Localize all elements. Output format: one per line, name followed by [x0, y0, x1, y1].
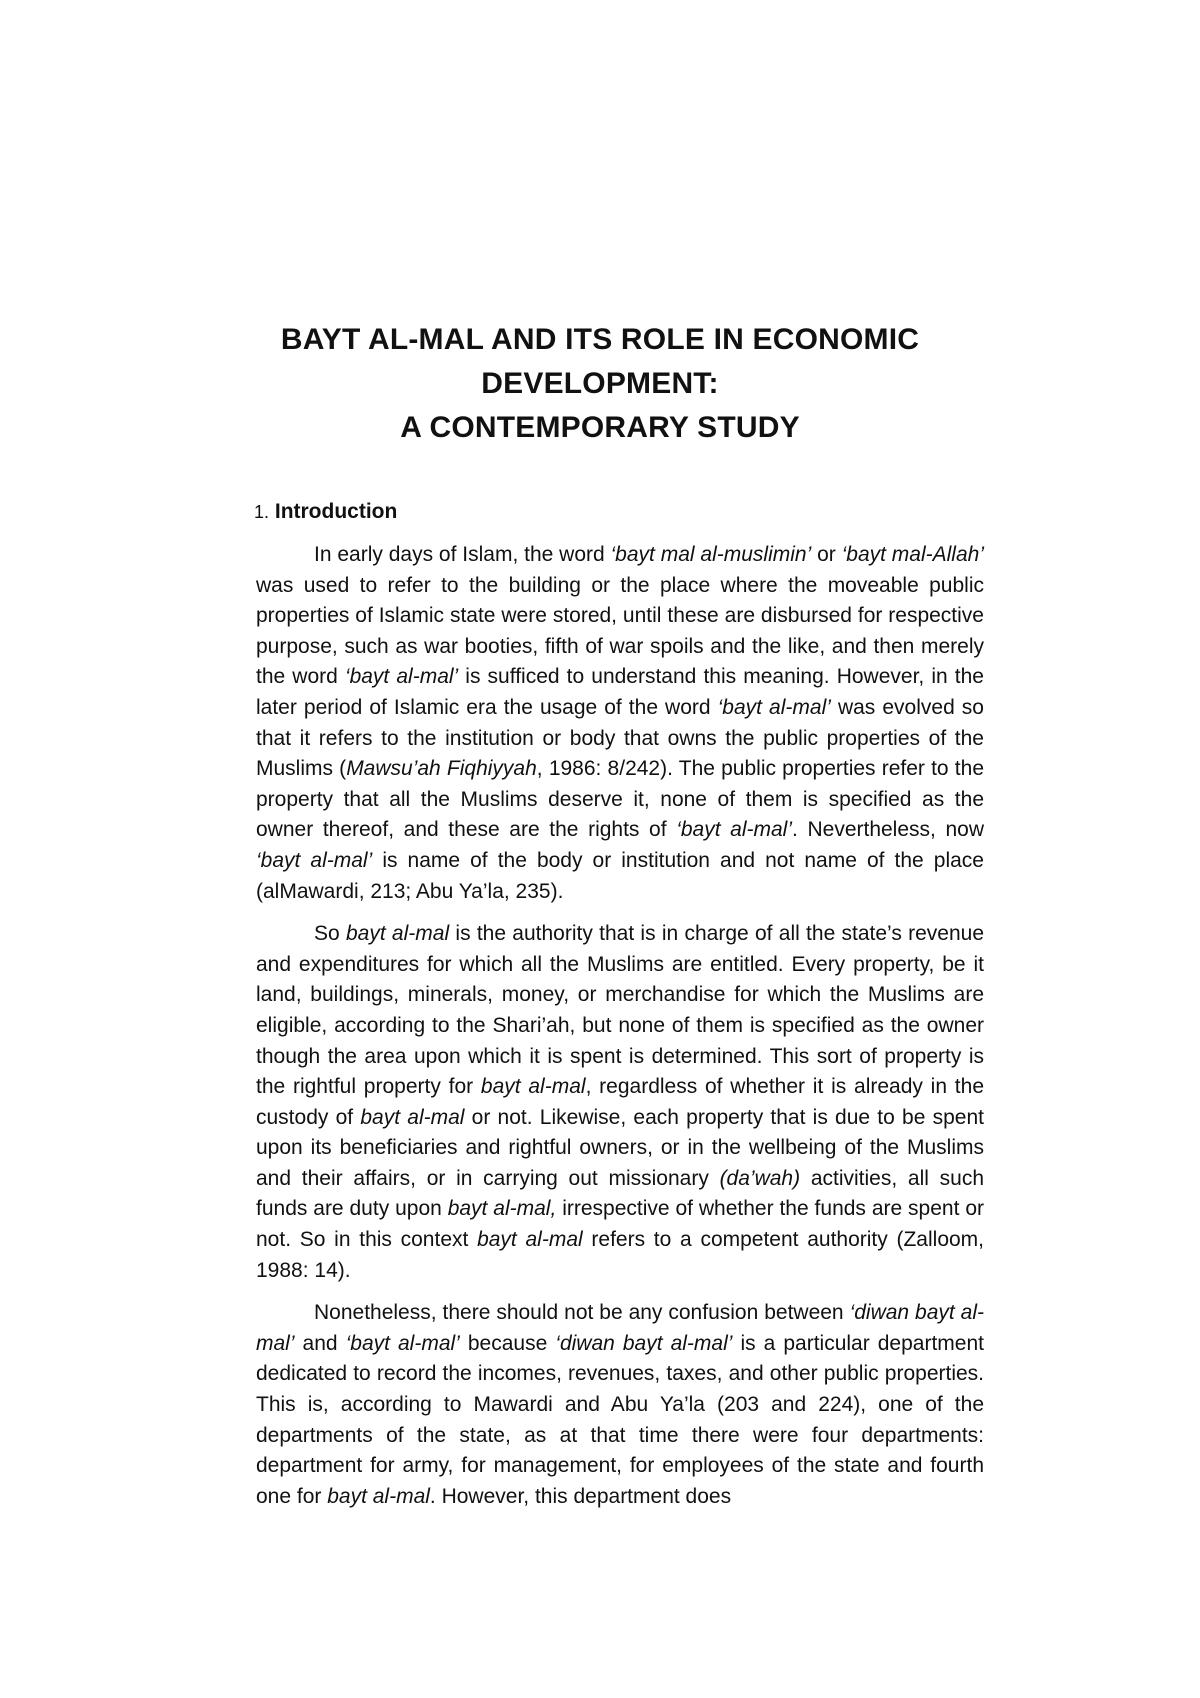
- italic-term: ‘bayt al-mal’: [676, 818, 793, 842]
- text-run: is the authority that is in charge of all the state’s revenue and expenditures for which all the Muslims are entitled. Every property, be it land, buildings, minerals, money, or merchandise for which the Muslims are eligible, according to the Shari’ah, but none of them is specified as the owner though the area upon which it is spent is determined. This sort of property is the rightful property for: [256, 922, 984, 1099]
- title-line-3: A CONTEMPORARY STUDY: [400, 411, 800, 444]
- text-run: , 1986: 8/242). The public properties refer to the property that all the Muslims deserve it, none of them is specified as the owner thereof, and these are the rights of: [256, 757, 984, 842]
- italic-term: bayt al-mal: [345, 922, 450, 946]
- italic-term: (da’wah): [719, 1166, 801, 1190]
- document-title: [0, 318, 1200, 450]
- section-title: Introduction: [274, 500, 398, 523]
- text-run: or not. Likewise, each property that is due to be spent upon its beneficiaries and rightful owners, or in the wellbeing of the Muslims and their affairs, or in carrying out missionary: [256, 1105, 984, 1190]
- text-run: So: [314, 922, 346, 946]
- text-run: Nonetheless, there should not be any confusion between: [314, 1301, 850, 1325]
- text-run: is sufficed to understand this meaning. However, in the later period of Islamic era the usage of the word: [256, 665, 984, 719]
- italic-term: ‘bayt al-mal’: [345, 1331, 460, 1355]
- italic-term: ‘diwan bayt al-mal’: [555, 1331, 733, 1355]
- italic-term: ‘bayt mal al-muslimin’: [610, 543, 812, 566]
- paragraph: [256, 919, 984, 1286]
- italic-term: ‘bayt al-mal’: [344, 665, 459, 689]
- text-run: because: [459, 1331, 556, 1355]
- paragraph: [256, 1298, 984, 1512]
- section-heading: [254, 498, 397, 526]
- text-run: is name of the body or institution and not name of the place (alMawardi, 213; Abu Ya’la, 235).: [256, 848, 984, 903]
- italic-term: Mawsu’ah Fiqhiyyah: [346, 757, 537, 781]
- title-line-2: DEVELOPMENT:: [481, 367, 719, 400]
- italic-term: bayt al-mal: [477, 1228, 583, 1252]
- text-run: In early days of Islam, the word: [314, 543, 611, 566]
- text-run: refers to a competent authority (Zalloom, 1988: 14).: [256, 1228, 985, 1282]
- text-run: irrespective of whether the funds are spent or not. So in this context: [256, 1197, 984, 1252]
- italic-term: ‘bayt al-mal’: [256, 848, 373, 872]
- text-run: was used to refer to the building or the place where the moveable public properties of Islamic state were stored, until these are disbursed for respective purpose, such as war booties, fifth of war spoils and the like, and then merely the word: [256, 573, 984, 689]
- section-number: 1.: [254, 502, 270, 522]
- paragraph: [256, 540, 984, 907]
- italic-term: bayt al-mal: [480, 1075, 586, 1099]
- text-run: , regardless of whether it is already in the custody of: [256, 1075, 984, 1129]
- text-run: activities, all such funds are duty upon: [256, 1166, 984, 1221]
- italic-term: ‘bayt mal-Allah’: [841, 543, 985, 566]
- text-run: or: [811, 543, 842, 566]
- italic-term: bayt al-mal: [327, 1484, 430, 1508]
- body-text: [256, 540, 984, 1512]
- text-run: was evolved so that it refers to the institution or body that owns the public properties of the Muslims (: [256, 695, 984, 781]
- text-run: is a particular department dedicated to record the incomes, revenues, taxes, and other public properties. This is, according to Mawardi and Abu Ya’la (203 and 224), one of the departments of the state, as at that time there were four departments: department for army, for management, for employees of the state and fourth one for: [256, 1331, 984, 1508]
- italic-term: bayt al-mal,: [447, 1197, 557, 1221]
- text-run: . However, this department does: [429, 1484, 732, 1508]
- italic-term: bayt al-mal: [360, 1105, 465, 1129]
- title-line-1: BAYT AL-MAL AND ITS ROLE IN ECONOMIC: [280, 323, 920, 356]
- text-run: . Nevertheless, now: [792, 818, 985, 842]
- italic-term: ‘diwan bayt al-mal’: [256, 1301, 985, 1355]
- text-run: and: [294, 1331, 346, 1355]
- italic-term: ‘bayt al-mal’: [717, 695, 831, 719]
